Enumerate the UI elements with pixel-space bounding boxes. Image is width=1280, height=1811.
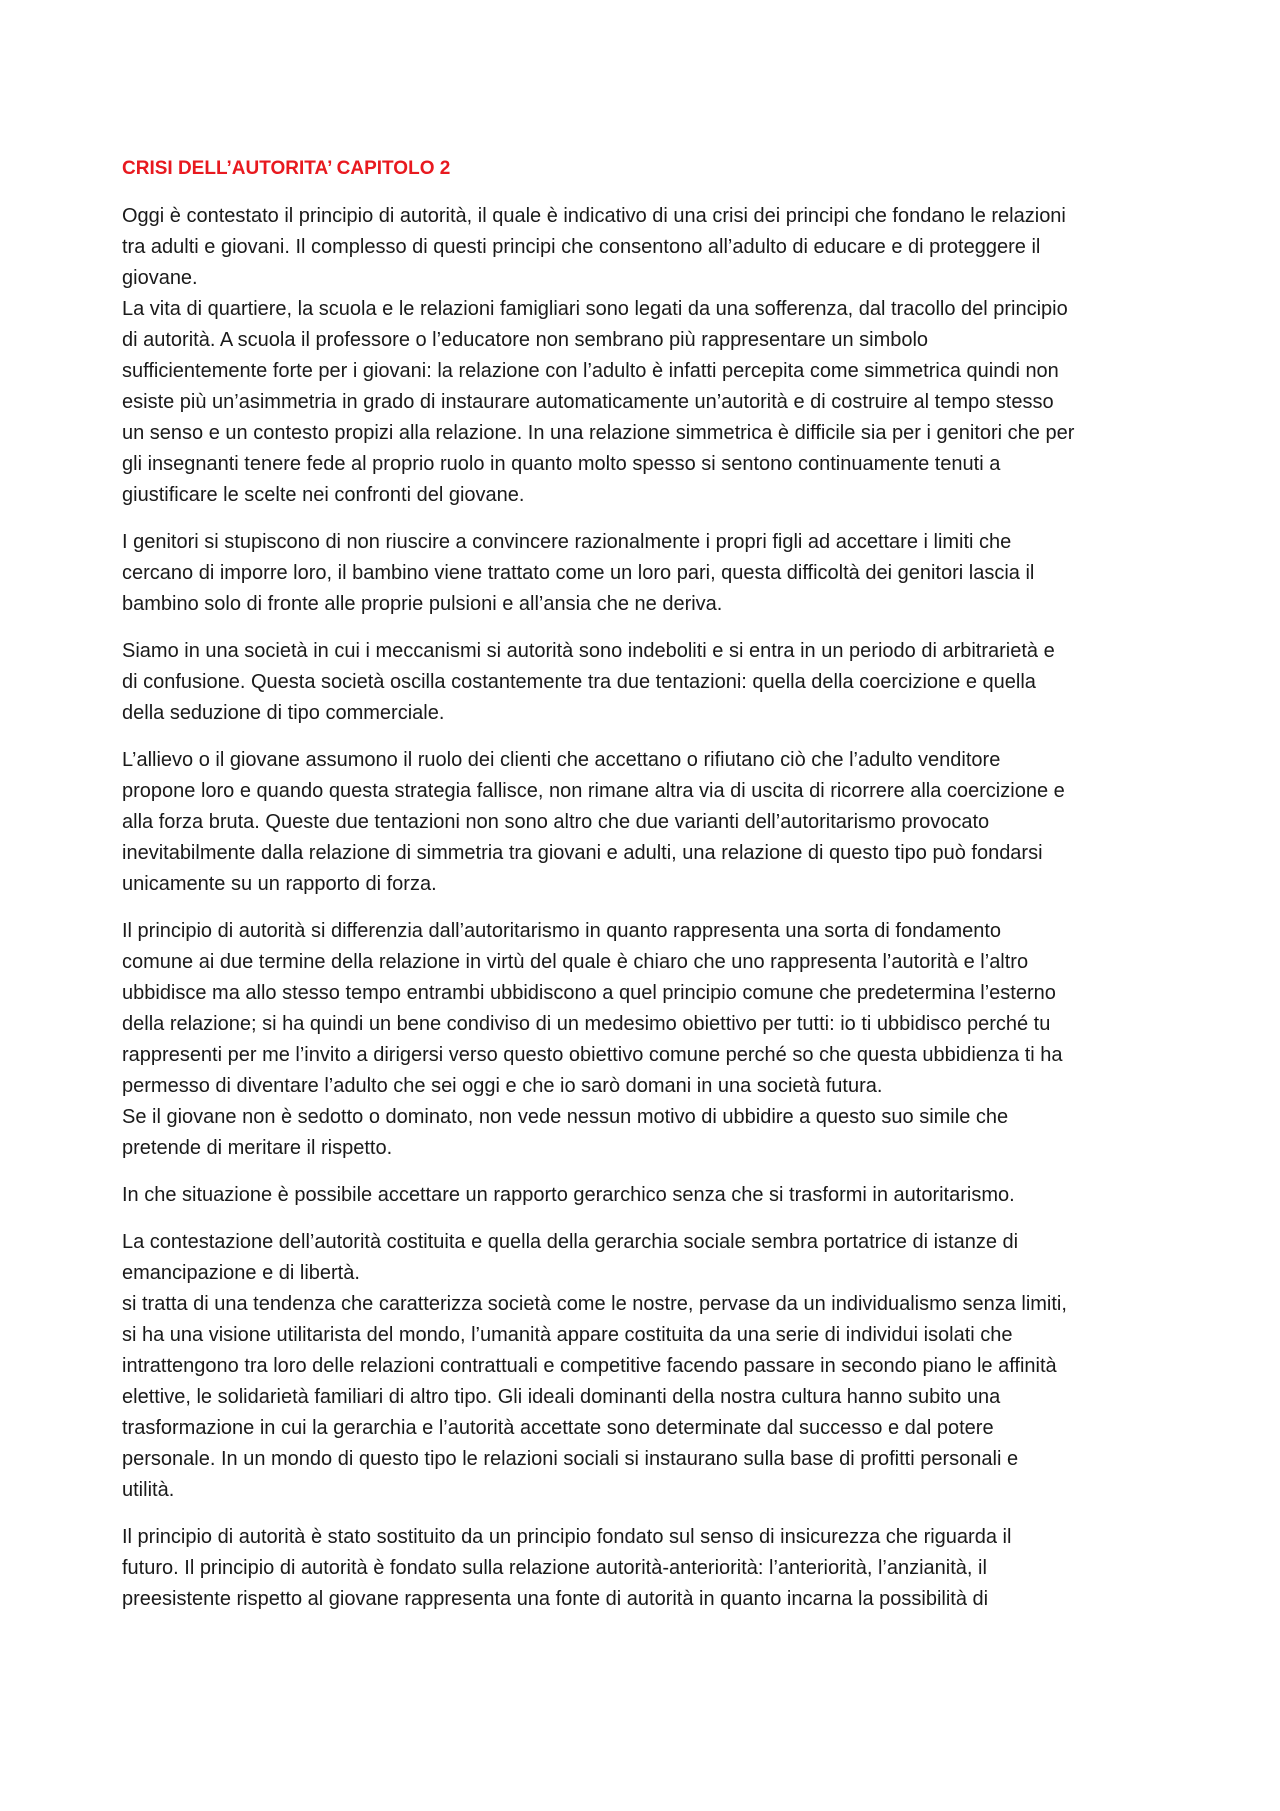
text-line: I genitori si stupiscono di non riuscire a convincere razionalmente i propri figli ad accettare i limiti che — [122, 531, 1012, 553]
text-line: rappresenti per me l’invito a dirigersi verso questo obiettivo comune perché so che questa ubbidienza ti ha — [122, 1044, 1063, 1066]
text-line: alla forza bruta. Queste due tentazioni non sono altro che due varianti dell’autoritarismo provocato — [122, 811, 990, 833]
text-line: della relazione; si ha quindi un bene condiviso di un medesimo obiettivo per tutti: io ti ubbidisco perché tu — [122, 1013, 1051, 1035]
text-line: elettive, le solidarietà familiari di altro tipo. Gli ideali dominanti della nostra cultura hanno subito una — [122, 1386, 1001, 1408]
paragraph-3 — [122, 636, 1170, 729]
text-line: gli insegnanti tenere fede al proprio ruolo in quanto molto spesso si sentono continuamente tenuti a — [122, 453, 1001, 475]
text-line: un senso e un contesto propizi alla relazione. In una relazione simmetrica è difficile sia per i genitori che per — [122, 422, 1075, 444]
text-line: preesistente rispetto al giovane rappresenta una fonte di autorità in quanto incarna la possibilità di — [122, 1588, 989, 1610]
text-line: ubbidisce ma allo stesso tempo entrambi ubbidiscono a quel principio comune che predetermina l’esterno — [122, 982, 1056, 1004]
text-line: tra adulti e giovani. Il complesso di questi principi che consentono all’adulto di educare e di proteggere il — [122, 236, 1041, 258]
text-line: permesso di diventare l’adulto che sei oggi e che io sarò domani in una società futura. — [122, 1075, 883, 1097]
text-line: comune ai due termine della relazione in virtù del quale è chiaro che uno rappresenta l’autorità e l’altro — [122, 951, 1029, 973]
text-line: di confusione. Questa società oscilla costantemente tra due tentazioni: quella della coercizione e quella — [122, 671, 1036, 693]
text-line: sufficientemente forte per i giovani: la relazione con l’adulto è infatti percepita come simmetrica quindi non — [122, 360, 1059, 382]
text-line: esiste più un’asimmetria in grado di instaurare automaticamente un’autorità e di costruire al tempo stesso — [122, 391, 1054, 413]
text-line: L’allievo o il giovane assumono il ruolo dei clienti che accettano o rifiutano ciò che l’adulto venditore — [122, 749, 1001, 771]
text-line: Oggi è contestato il principio di autorità, il quale è indicativo di una crisi dei principi che fondano le relazioni — [122, 205, 1066, 227]
text-line: si ha una visione utilitarista del mondo, l’umanità appare costituita da una serie di individui isolati che — [122, 1324, 1013, 1346]
text-line: La contestazione dell’autorità costituita e quella della gerarchia sociale sembra portatrice di istanze di — [122, 1231, 1019, 1253]
text-line: Se il giovane non è sedotto o dominato, non vede nessun motivo di ubbidire a questo suo simile che — [122, 1106, 1009, 1128]
text-line: pretende di meritare il rispetto. — [122, 1137, 393, 1159]
text-line: inevitabilmente dalla relazione di simmetria tra giovani e adulti, una relazione di questo tipo può fondarsi — [122, 842, 1043, 864]
text-line: emancipazione e di libertà. — [122, 1262, 360, 1284]
text-line: In che situazione è possibile accettare un rapporto gerarchico senza che si trasformi in autoritarismo. — [122, 1184, 1015, 1206]
text-line: di autorità. A scuola il professore o l’educatore non sembrano più rappresentare un simbolo — [122, 329, 929, 351]
text-line: Siamo in una società in cui i meccanismi si autorità sono indeboliti e si entra in un periodo di arbitrarietà e — [122, 640, 1055, 662]
text-line: Il principio di autorità è stato sostituito da un principio fondato sul senso di insicurezza che riguarda il — [122, 1526, 1012, 1548]
text-line: propone loro e quando questa strategia fallisce, non rimane altra via di uscita di ricorrere alla coercizione e — [122, 780, 1065, 802]
document-title: CRISI DELL’AUTORITA’ CAPITOLO 2 — [122, 158, 451, 179]
text-line: si tratta di una tendenza che caratterizza società come le nostre, pervase da un individualismo senza limiti, — [122, 1293, 1067, 1315]
paragraph-2 — [122, 527, 1170, 620]
text-line: intrattengono tra loro delle relazioni contrattuali e competitive facendo passare in secondo piano le affinità — [122, 1355, 1057, 1377]
text-line: Il principio di autorità si differenzia dall’autoritarismo in quanto rappresenta una sorta di fondamento — [122, 920, 1002, 942]
paragraph-4 — [122, 745, 1170, 900]
text-line: trasformazione in cui la gerarchia e l’autorità accettate sono determinate dal successo e dal potere — [122, 1417, 994, 1439]
text-line: La vita di quartiere, la scuola e le relazioni famigliari sono legati da una sofferenza, dal tracollo del principio — [122, 298, 1068, 320]
paragraph-5 — [122, 916, 1170, 1164]
paragraph-6 — [122, 1180, 1170, 1211]
text-line: utilità. — [122, 1479, 175, 1501]
text-line: giovane. — [122, 267, 198, 289]
text-line: giustificare le scelte nei confronti del giovane. — [122, 484, 525, 506]
paragraph-7 — [122, 1227, 1170, 1506]
paragraph-1 — [122, 201, 1170, 511]
text-line: cercano di imporre loro, il bambino viene trattato come un loro pari, questa difficoltà dei genitori lascia il — [122, 562, 1035, 584]
text-line: della seduzione di tipo commerciale. — [122, 702, 445, 724]
text-line: unicamente su un rapporto di forza. — [122, 873, 437, 895]
text-line: bambino solo di fronte alle proprie pulsioni e all’ansia che ne deriva. — [122, 593, 723, 615]
text-line: futuro. Il principio di autorità è fondato sulla relazione autorità-anteriorità: l’anteriorità, l’anzianità, il — [122, 1557, 987, 1579]
paragraph-8 — [122, 1522, 1170, 1615]
text-line: personale. In un mondo di questo tipo le relazioni sociali si instaurano sulla base di profitti personali e — [122, 1448, 1019, 1470]
